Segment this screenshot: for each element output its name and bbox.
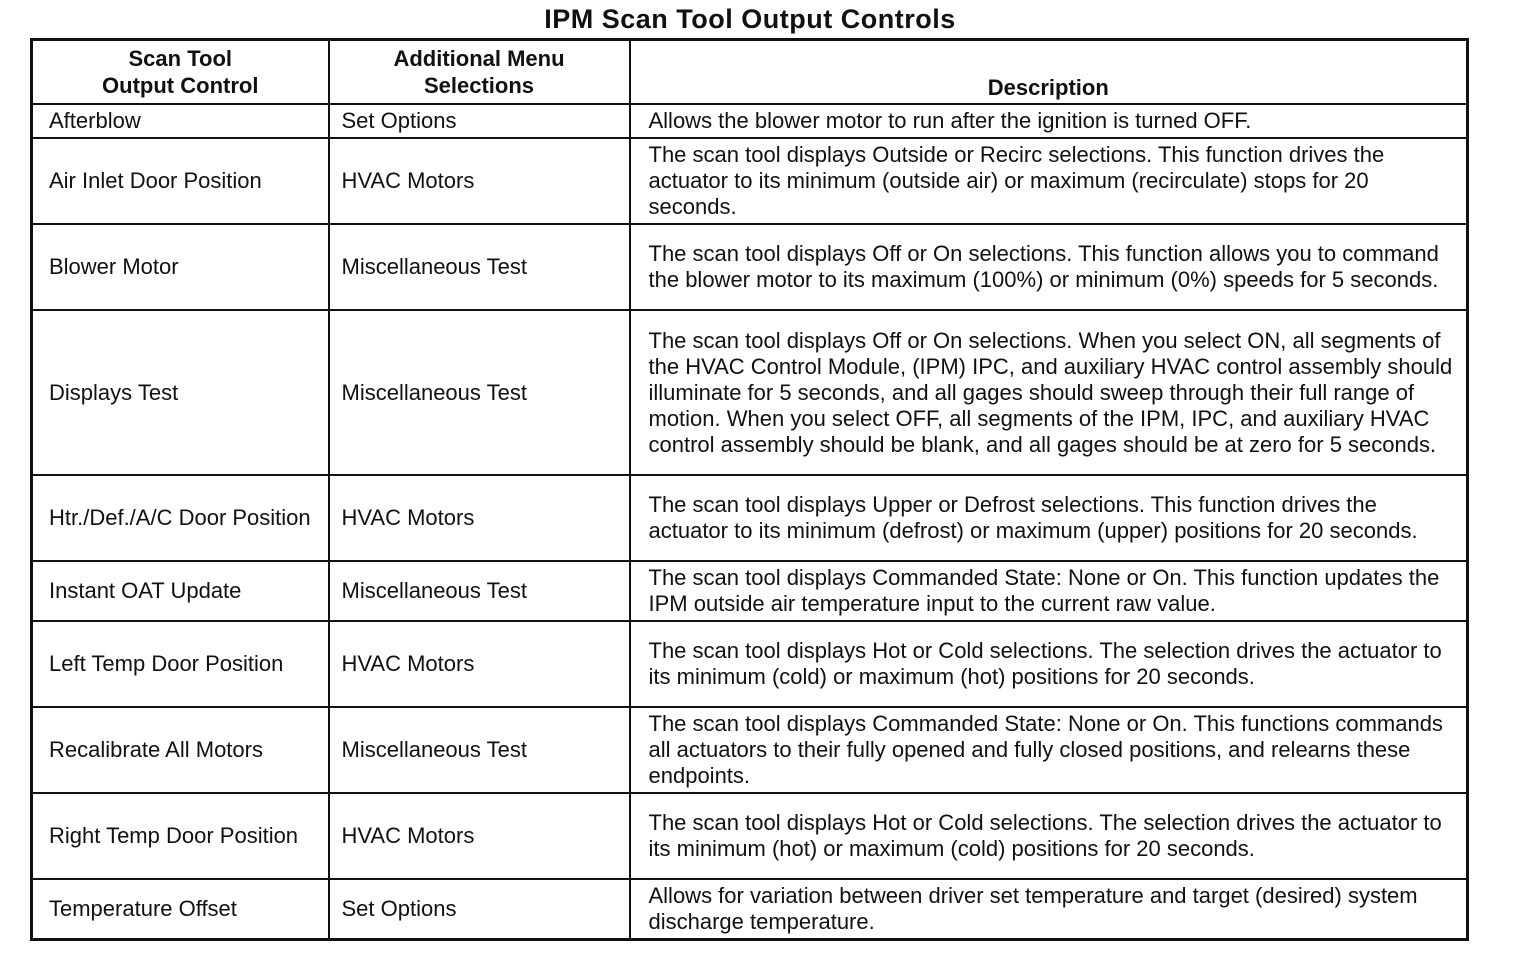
description-cell: The scan tool displays Upper or Defrost selections. This function drives the actuator to its minimum (defrost) or maximum (upper) positions for 20 seconds. xyxy=(630,475,1468,561)
output-control-cell: Air Inlet Door Position xyxy=(32,138,329,224)
menu-selection-cell: Miscellaneous Test xyxy=(329,310,630,475)
output-control-cell: Recalibrate All Motors xyxy=(32,707,329,793)
header-additional-menu-selections xyxy=(329,40,630,105)
menu-selection-cell: Set Options xyxy=(329,879,630,940)
description-cell: The scan tool displays Off or On selections. This function allows you to command the blower motor to its maximum (100%) or minimum (0%) speeds for 5 seconds. xyxy=(630,224,1468,310)
menu-selection-cell: HVAC Motors xyxy=(329,138,630,224)
output-control-cell: Blower Motor xyxy=(32,224,329,310)
output-control-cell: Instant OAT Update xyxy=(32,561,329,621)
description-cell: The scan tool displays Outside or Recirc selections. This function drives the actuator to its minimum (outside air) or maximum (recirculate) stops for 20 seconds. xyxy=(630,138,1468,224)
output-control-cell: Displays Test xyxy=(32,310,329,475)
header-col2-line2: Selections xyxy=(423,73,535,98)
menu-selection-cell: HVAC Motors xyxy=(329,793,630,879)
table-header-row xyxy=(32,40,1468,105)
description-cell: The scan tool displays Commanded State: None or On. This functions commands all actuators to their fully opened and fully closed positions, and relearns these endpoints. xyxy=(630,707,1468,793)
table-row xyxy=(32,621,1468,707)
table-row xyxy=(32,793,1468,879)
table-row xyxy=(32,879,1468,940)
output-controls-table xyxy=(30,38,1469,941)
header-scan-tool-output-control xyxy=(32,40,329,105)
description-cell: The scan tool displays Off or On selections. When you select ON, all segments of the HVAC Control Module, (IPM) IPC, and auxiliary HVAC control assembly should illuminate for 5 seconds, and all gages should sweep through their full range of motion. When you select OFF, all segments of the IPM, IPC, and auxiliary HVAC control assembly should be blank, and all gages should be at zero for 5 seconds. xyxy=(630,310,1468,475)
output-control-cell: Afterblow xyxy=(32,104,329,138)
description-cell: Allows for variation between driver set temperature and target (desired) system discharge temperature. xyxy=(630,879,1468,940)
table-row xyxy=(32,224,1468,310)
menu-selection-cell: Miscellaneous Test xyxy=(329,561,630,621)
table-row xyxy=(32,104,1468,138)
header-col2-line1: Additional Menu xyxy=(393,46,565,71)
header-col1-line2: Output Control xyxy=(102,73,259,98)
output-control-cell: Right Temp Door Position xyxy=(32,793,329,879)
table-row xyxy=(32,138,1468,224)
output-control-cell: Left Temp Door Position xyxy=(32,621,329,707)
table-row xyxy=(32,561,1468,621)
description-cell: Allows the blower motor to run after the ignition is turned OFF. xyxy=(630,104,1468,138)
menu-selection-cell: Miscellaneous Test xyxy=(329,224,630,310)
output-control-cell: Htr./Def./A/C Door Position xyxy=(32,475,329,561)
table-row xyxy=(32,310,1468,475)
page-title: IPM Scan Tool Output Controls xyxy=(544,4,956,34)
output-control-cell: Temperature Offset xyxy=(32,879,329,940)
menu-selection-cell: HVAC Motors xyxy=(329,475,630,561)
header-col1-line1: Scan Tool xyxy=(128,46,232,71)
header-description: Description xyxy=(630,40,1468,105)
menu-selection-cell: HVAC Motors xyxy=(329,621,630,707)
menu-selection-cell: Set Options xyxy=(329,104,630,138)
table-row xyxy=(32,707,1468,793)
description-cell: The scan tool displays Hot or Cold selections. The selection drives the actuator to its minimum (hot) or maximum (cold) positions for 20 seconds. xyxy=(630,793,1468,879)
menu-selection-cell: Miscellaneous Test xyxy=(329,707,630,793)
description-cell: The scan tool displays Hot or Cold selections. The selection drives the actuator to its minimum (cold) or maximum (hot) positions for 20 seconds. xyxy=(630,621,1468,707)
description-cell: The scan tool displays Commanded State: None or On. This function updates the IPM outside air temperature input to the current raw value. xyxy=(630,561,1468,621)
table-row xyxy=(32,475,1468,561)
